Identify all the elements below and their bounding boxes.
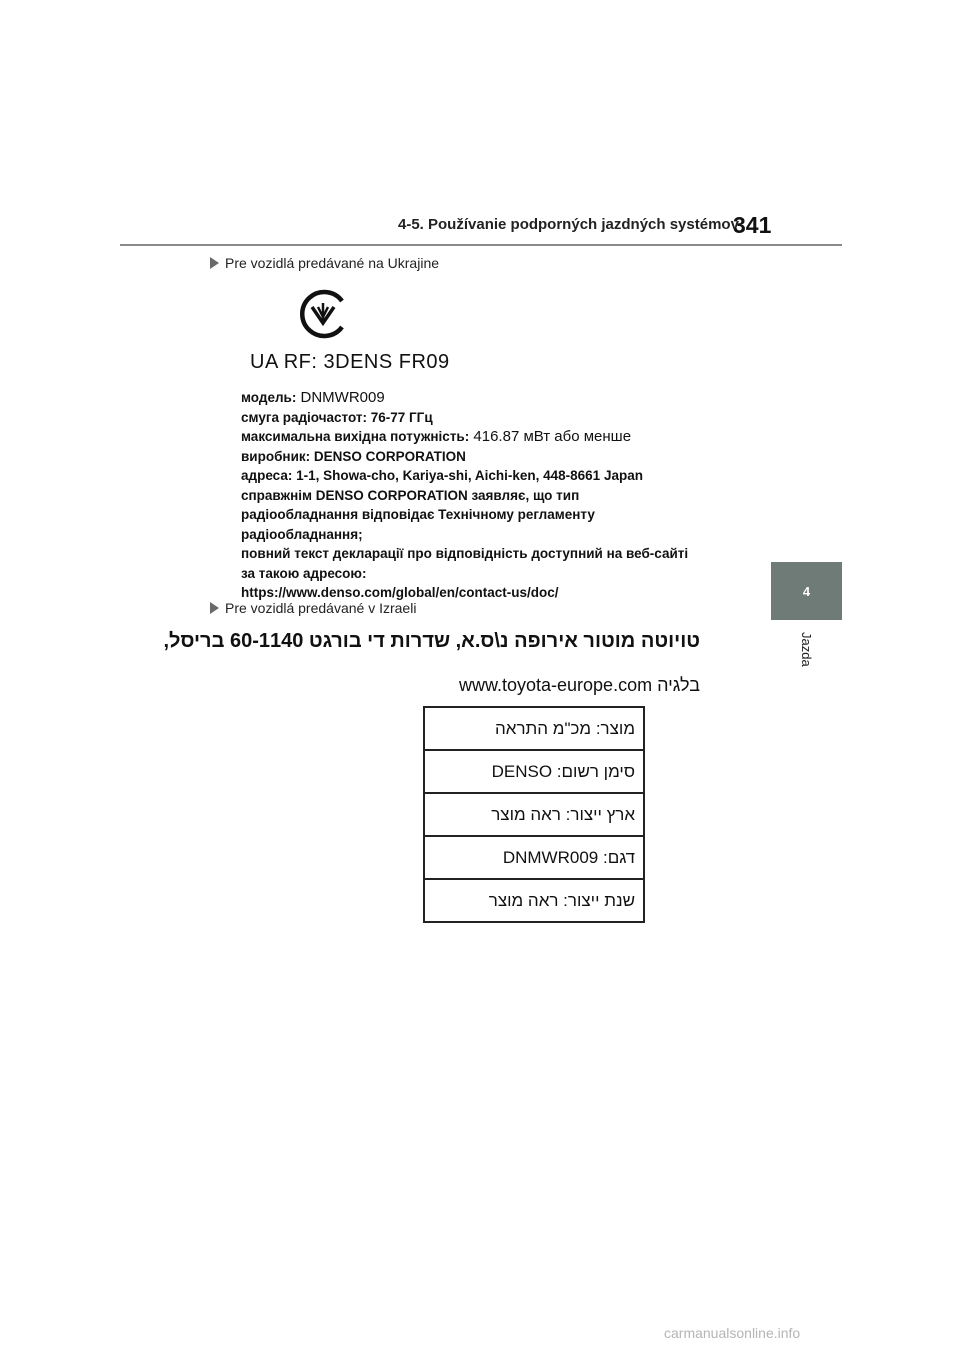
ua-line-label: максимальна вихідна потужність:	[241, 429, 470, 444]
ua-line-value: DNMWR009	[296, 389, 385, 406]
table-cell: סימן רשום: DENSO	[424, 750, 644, 793]
ukraine-heading-text: Pre vozidlá predávané na Ukrajine	[225, 255, 440, 271]
ua-rf-code: UA RF: 3DENS FR09	[250, 351, 450, 373]
israel-importer-website: בלגיה www.toyota-europe.com	[458, 675, 700, 695]
ua-line	[241, 525, 721, 545]
ukrainian-conformity-mark-icon	[296, 287, 350, 341]
israel-importer-address: טויוטה מוטור אירופה נ\ס.א, שדרות די בורגט 60-1140 בריסל,	[163, 630, 700, 652]
bullet-triangle-icon	[210, 257, 219, 269]
ua-line-label: радіообладнання відповідає Технічному регламенту	[241, 507, 595, 522]
ua-line	[241, 505, 721, 525]
table-row	[424, 879, 644, 922]
ua-line	[241, 564, 721, 584]
ua-line	[241, 427, 721, 447]
ua-line-label: смуга радіочастот: 76-77 ГГц	[241, 409, 433, 425]
ua-line	[241, 466, 721, 486]
ua-line	[241, 544, 721, 564]
table-row	[424, 836, 644, 879]
ua-line-label: модель:	[241, 390, 297, 405]
israel-product-table	[423, 706, 645, 923]
ua-line	[241, 388, 721, 408]
table-cell: מוצר: מכ"מ התראה	[424, 707, 644, 750]
ukraine-section-heading	[210, 255, 439, 271]
ua-line-label: https://www.denso.com/global/en/contact-us/doc/	[241, 585, 559, 600]
table-cell: ארץ ייצור: ראה מוצר	[424, 793, 644, 836]
ua-line-label: справжнім DENSO CORPORATION заявляє, що тип	[241, 487, 580, 503]
israel-heading-text: Pre vozidlá predávané v Izraeli	[225, 600, 417, 616]
chapter-tab[interactable]	[771, 562, 842, 620]
header-divider	[120, 244, 842, 246]
ukraine-declaration	[241, 388, 721, 603]
table-cell: דגם: DNMWR009	[424, 836, 644, 879]
table-cell: שנת ייצור: ראה מוצר	[424, 879, 644, 922]
ua-line-value: 416.87 мВт або менше	[469, 428, 632, 445]
ua-line-label: радіообладнання;	[241, 526, 363, 542]
chapter-side-label: Jazda	[799, 632, 814, 667]
ua-line	[241, 447, 721, 467]
israel-section-heading	[210, 600, 416, 616]
table-row	[424, 707, 644, 750]
ua-line	[241, 486, 721, 506]
section-header-title: 4-5. Používanie podporných jazdných systémov	[398, 216, 739, 233]
table-row	[424, 793, 644, 836]
footer-watermark: carmanualsonline.info	[664, 1325, 801, 1341]
table-row	[424, 750, 644, 793]
bullet-triangle-icon	[210, 602, 219, 614]
ua-line	[241, 408, 721, 428]
ua-line-label: за такою адресою:	[241, 565, 367, 581]
ua-line-label: повний текст декларації про відповідність доступний на веб-сайті	[241, 546, 689, 561]
chapter-tab-number: 4	[802, 583, 811, 599]
ua-line-label: адреса: 1-1, Showa-cho, Kariya-shi, Aichi-ken, 448-8661 Japan	[241, 468, 643, 483]
ua-line-label: виробник: DENSO CORPORATION	[241, 448, 466, 464]
page-number: 341	[733, 212, 772, 238]
